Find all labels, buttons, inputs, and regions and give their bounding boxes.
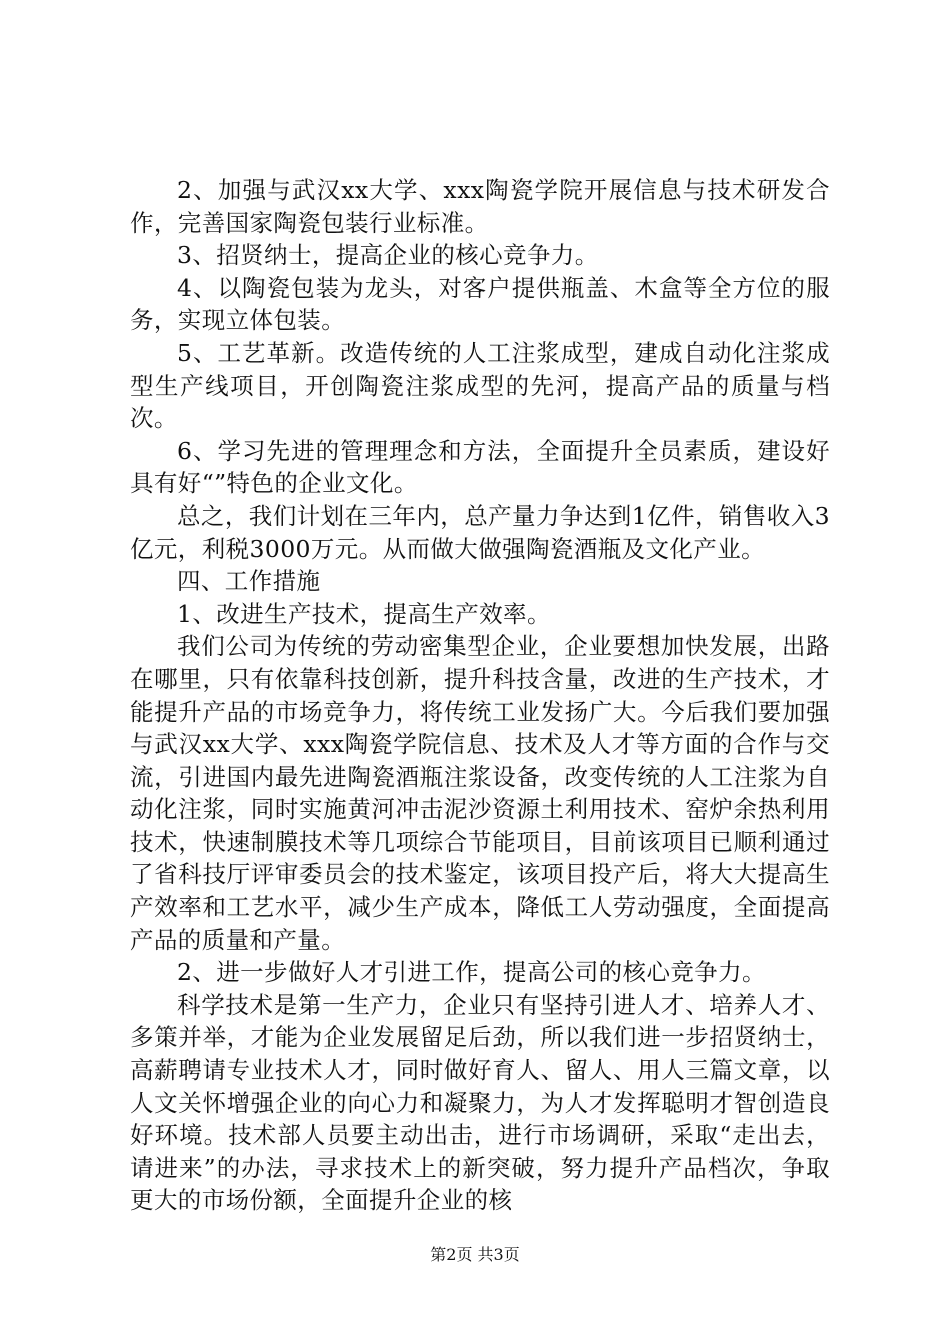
paragraph-goal-2: 2、加强与武汉xx大学、xxx陶瓷学院开展信息与技术研发合作，完善国家陶瓷包装行业标准。 — [130, 176, 830, 237]
paragraph-goal-3: 3、招贤纳士，提高企业的核心竞争力。 — [177, 241, 599, 270]
subheading-measure-2: 2、进一步做好人才引进工作，提高公司的核心竞争力。 — [177, 958, 766, 987]
paragraph-summary: 总之，我们计划在三年内，总产量力争达到1亿件，销售收入3亿元，利税3000万元。从而做大做强陶瓷酒瓶及文化产业。 — [130, 501, 830, 563]
document-body — [130, 174, 830, 1217]
paragraph-measure-1-body: 我们公司为传统的劳动密集型企业，企业要想加快发展，出路在哪里，只有依靠科技创新，提升科技含量，改进的生产技术，才能提升产品的市场竞争力，将传统工业发扬广大。今后我们要加强与武汉xx大学、xxx陶瓷学院信息、技术及人才等方面的合作与交流，引进国内最先进陶瓷酒瓶注浆设备，改变传统的人工注浆为自动化注浆，同时实施黄河冲击泥沙资源土利用技术、窑炉余热利用技术，快速制膜技术等几项综合节能项目，目前该项目已顺利通过了省科技厅评审委员会的技术鉴定，该项目投产后，将大大提高生产效率和工艺水平，减少生产成本，降低工人劳动强度，全面提高产品的质量和产量。 — [130, 632, 830, 954]
paragraph-goal-6: 6、学习先进的管理理念和方法，全面提升全员素质，建设好具有好“”特色的企业文化。 — [130, 436, 830, 498]
section-heading-measures: 四、工作措施 — [177, 567, 321, 596]
paragraph-goal-4: 4、以陶瓷包装为龙头，对客户提供瓶盖、木盒等全方位的服务，实现立体包装。 — [130, 273, 830, 335]
paragraph-measure-2-body: 科学技术是第一生产力，企业只有坚持引进人才、培养人才、多策并举，才能为企业发展留足后劲，所以我们进一步招贤纳士，高薪聘请专业技术人才，同时做好育人、留人、用人三篇文章，以人文关怀增强企业的向心力和凝聚力，为人才发挥聪明才智创造良好环境。技术部人员要主动出击，进行市场调研，采取“走出去，请进来”的办法，寻求技术上的新突破，努力提升产品档次，争取更大的市场份额，全面提升企业的核 — [130, 990, 830, 1215]
paragraph-goal-5: 5、工艺革新。改造传统的人工注浆成型，建成自动化注浆成型生产线项目，开创陶瓷注浆成型的先河，提高产品的质量与档次。 — [130, 338, 830, 433]
page-number-footer: 第2页 共3页 — [430, 1245, 520, 1264]
subheading-measure-1: 1、改进生产技术，提高生产效率。 — [177, 599, 551, 628]
